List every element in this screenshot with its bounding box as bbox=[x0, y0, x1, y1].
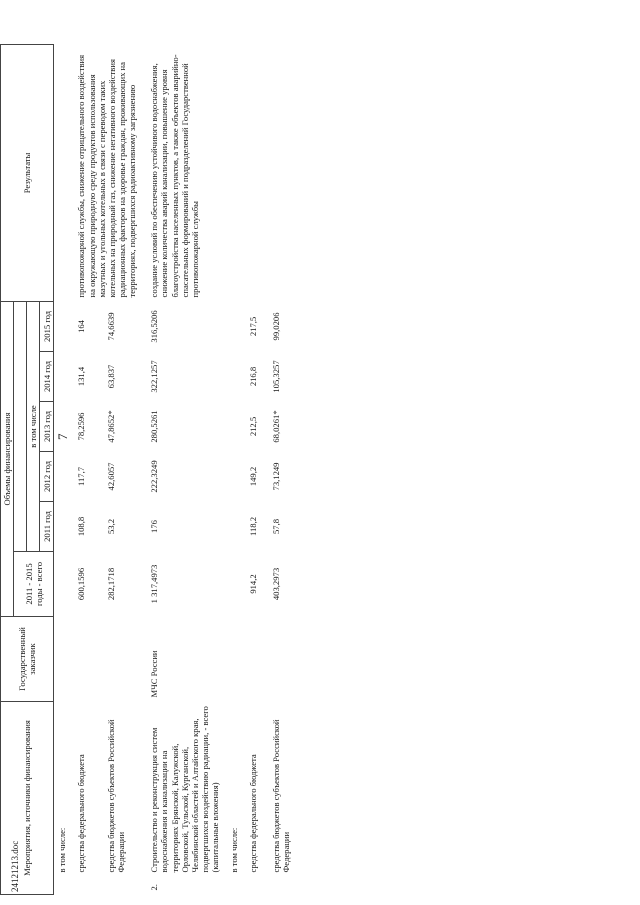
row-measure: средства бюджетов субъектов Российской Федерации bbox=[270, 719, 291, 873]
header-funding: Объемы финансирования bbox=[1, 301, 14, 616]
row-2014: 131,4 bbox=[76, 366, 87, 387]
row-customer bbox=[54, 616, 71, 701]
row-measure: Строительство и реконструкция систем водоснабжения и канализации на территориях Брянской, Калужской, Орловской, Тульской, Курганской, Челябинской областей и Алтайского края, подвергшихся воздействию радиации, - всего (капитальные вложения) bbox=[149, 706, 221, 873]
header-customer: Государственный заказчик bbox=[1, 616, 54, 701]
row-total bbox=[226, 551, 242, 616]
funding-table bbox=[0, 44, 297, 895]
row-2014 bbox=[54, 351, 71, 401]
row-2014: 216,8 bbox=[248, 366, 259, 387]
row-2015 bbox=[54, 301, 71, 351]
table-row bbox=[70, 44, 100, 894]
row-measure: средства федерального бюджета bbox=[76, 754, 87, 873]
row-2013: 78,2596 bbox=[76, 412, 87, 441]
document-code: 24121213.doc bbox=[10, 840, 20, 892]
row-customer bbox=[70, 616, 100, 701]
row-2011: 108,8 bbox=[76, 516, 87, 537]
row-results bbox=[242, 44, 264, 301]
row-2012: 149,2 bbox=[248, 466, 259, 487]
row-measure: средства бюджетов субъектов Российской Федерации bbox=[106, 719, 127, 873]
row-customer bbox=[242, 616, 264, 701]
header-total: 2011 - 2015 годы - всего bbox=[14, 551, 54, 616]
row-total bbox=[54, 551, 71, 616]
row-2015 bbox=[226, 301, 242, 351]
header-year-2012: 2012 год bbox=[40, 451, 54, 501]
row-customer bbox=[100, 616, 143, 701]
table-row bbox=[242, 44, 264, 894]
row-customer: МЧС России bbox=[149, 650, 160, 698]
header-results: Результаты bbox=[1, 44, 54, 301]
row-2012: 222,3249 bbox=[149, 460, 160, 493]
row-number bbox=[54, 877, 71, 895]
row-measure: в том числе: bbox=[229, 827, 240, 873]
row-2015: 316,5206 bbox=[149, 310, 160, 343]
row-2011 bbox=[226, 501, 242, 551]
row-2014: 105,3257 bbox=[270, 360, 281, 393]
row-total: 914,2 bbox=[248, 574, 259, 594]
row-total: 600,1596 bbox=[76, 567, 87, 601]
header-gap bbox=[14, 301, 27, 551]
row-2012: 73,1249 bbox=[270, 462, 281, 491]
row-2014 bbox=[226, 351, 242, 401]
row-2014: 63,837 bbox=[106, 364, 117, 389]
row-2013: 280,5261 bbox=[149, 410, 160, 443]
table-row bbox=[54, 44, 71, 894]
row-2014: 322,1257 bbox=[149, 360, 160, 393]
row-2011: 57,8 bbox=[270, 518, 281, 535]
row-2015: 217,5 bbox=[248, 316, 259, 337]
header-year-2013: 2013 год bbox=[40, 401, 54, 451]
row-measure: средства федерального бюджета bbox=[248, 754, 259, 873]
row-total: 282,1718 bbox=[106, 567, 117, 601]
header-year-2011: 2011 год bbox=[40, 501, 54, 551]
row-2013 bbox=[54, 401, 71, 451]
row-results: создание условий по обеспечению устойчивого водоснабжения, снижение количества аварий канализации, повышение уровня благоустройства населенных пунктов, а также объектов аварийно-спасательных формирований и подразделений Государственной противопожарной службы bbox=[149, 54, 200, 298]
row-2015: 99,0206 bbox=[270, 312, 281, 341]
row-results bbox=[226, 44, 242, 301]
row-number bbox=[226, 877, 242, 895]
row-2012: 42,6057 bbox=[106, 462, 117, 491]
row-number: 2. bbox=[149, 884, 160, 891]
row-2015: 164 bbox=[76, 320, 87, 333]
row-total: 403,2973 bbox=[270, 567, 281, 601]
row-results bbox=[265, 44, 297, 301]
page-number: 7 bbox=[55, 433, 70, 440]
row-2015: 74,6639 bbox=[106, 312, 117, 341]
header-year-2015: 2015 год bbox=[40, 301, 54, 351]
row-2012 bbox=[54, 451, 71, 501]
rotated-table-wrapper bbox=[0, 45, 560, 895]
row-2011: 176 bbox=[149, 520, 160, 533]
row-customer bbox=[226, 616, 242, 701]
header-measures: Мероприятия, источники финансирования bbox=[1, 701, 54, 894]
row-customer bbox=[265, 616, 297, 701]
row-number bbox=[100, 877, 143, 895]
table-row bbox=[143, 44, 226, 894]
row-measure: в том числе: bbox=[57, 827, 68, 873]
table-row bbox=[226, 44, 242, 894]
row-2013 bbox=[226, 401, 242, 451]
row-2012 bbox=[226, 451, 242, 501]
row-number bbox=[265, 877, 297, 895]
row-results bbox=[54, 44, 71, 301]
row-number bbox=[70, 877, 100, 895]
table-header bbox=[1, 44, 54, 894]
row-results: противопожарной службы, снижение отрицательного воздействия на окружающую природную среду продуктов использования мазутных и угольных котельных в связи с переводом таких котельных на природный газ, снижение негативного воздействия радиационных факторов на здоровье граждан, проживающих на территориях, подвергшихся радиоактивному загрязнению bbox=[76, 54, 138, 298]
row-2013: 212,5 bbox=[248, 416, 259, 437]
header-including: в том числе bbox=[27, 301, 40, 551]
row-2011: 53,2 bbox=[106, 518, 117, 535]
row-2013: 68,0261* bbox=[270, 410, 281, 443]
table-row bbox=[265, 44, 297, 894]
row-2012: 117,7 bbox=[76, 466, 87, 486]
row-number bbox=[242, 877, 264, 895]
row-2011: 118,2 bbox=[248, 516, 259, 536]
row-total: 1 317,4973 bbox=[149, 564, 160, 604]
row-2011 bbox=[54, 501, 71, 551]
row-2013: 47,8652* bbox=[106, 410, 117, 443]
header-year-2014: 2014 год bbox=[40, 351, 54, 401]
